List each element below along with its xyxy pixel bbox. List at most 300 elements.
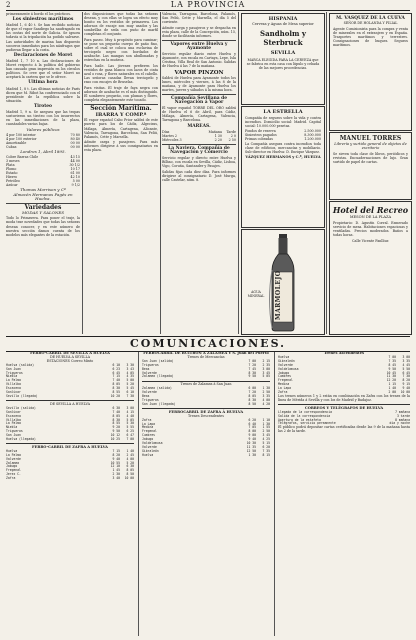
table-cell: San Juan (llegada) bbox=[142, 401, 176, 406]
table-cell: 6 20 bbox=[262, 444, 270, 449]
londres-table bbox=[6, 155, 80, 187]
c1-head: ESTACIONES Correo Mixto bbox=[46, 358, 94, 363]
table-cell: Tarde bbox=[226, 129, 236, 134]
c1-sub3: FERRO-CARRIL DE ZAFRA A HUELVA bbox=[32, 444, 108, 449]
table-cell: 8 20 bbox=[112, 452, 120, 457]
table-cell: 1 55 bbox=[262, 425, 270, 430]
table-cell: Estaño bbox=[6, 170, 18, 175]
maritima-title: Sección Marítima. bbox=[90, 105, 152, 113]
column-3 bbox=[162, 12, 236, 334]
table-cell: 8 55 bbox=[112, 421, 120, 426]
c2-sub2: Trenes de Zalamea á San Juan bbox=[180, 382, 232, 387]
estrella-body2: La Compañía asegura contra incendios toda clase de edificios, mercancías y mobiliario. Sub-director en Huelva: D. Enrique Vázquez. bbox=[245, 142, 321, 154]
table-cell: 7 35 bbox=[388, 358, 396, 363]
table-cell: Fregenal bbox=[278, 378, 293, 383]
naviera-title: La Naviera. Compañía de Navegación y Comercio bbox=[168, 145, 230, 155]
col1-section4-body: Madrid 1, 9 n. Se asegura que las tropas sostuvieron un tiroteo con los insurrectos en las inmediaciones de la plaza, causándoles varias bajas. bbox=[6, 109, 80, 127]
table-cell: 10 00 bbox=[400, 390, 410, 395]
table-cell: Trigueros bbox=[142, 362, 159, 367]
table-cell: Trigueros bbox=[6, 370, 23, 375]
col1-section1-body: Madrid 1, 6 40 t. Se han recibido noticias de que el vapor Sandiego ha naufragado en las costas del norte de Galicia. Se ignora todavía si la tripulación ha podido salvarse. Las autoridades de marina han dispuesto socorros inmediatos para los náufragos que pudieran llegar a la costa. bbox=[6, 23, 80, 52]
table-cell: 61 00 bbox=[70, 170, 80, 175]
bottle-label: MARMOLEJO bbox=[275, 270, 282, 320]
table-cell: 2.500.000 bbox=[304, 129, 321, 133]
table-cell: Zafra bbox=[278, 390, 288, 395]
table-cell: Cobre Barras Chile bbox=[6, 154, 39, 159]
bolsa-title: Valores públicos bbox=[26, 126, 60, 132]
table-cell: 10 20 bbox=[110, 393, 120, 398]
table-cell: 8 50 bbox=[126, 472, 134, 477]
comunicaciones-heading: COMUNICACIONES. bbox=[6, 336, 410, 352]
vasquez-ad bbox=[329, 13, 412, 131]
table-cell: 7 mañana bbox=[395, 409, 410, 414]
table-cell: 6 23 bbox=[112, 366, 120, 371]
table-cell: 9 40 bbox=[112, 456, 120, 461]
column-2 bbox=[84, 12, 158, 334]
table-cell: La Palma bbox=[6, 378, 21, 383]
table-cell: 5 50 bbox=[402, 366, 410, 371]
table-cell: Cumbres bbox=[278, 374, 292, 379]
table-cell: Fregenal bbox=[142, 429, 157, 434]
naviera-body2: Salidas fijas cada diez días. Para informes dirigirse al consignatario D. José Murga, calle Castelar, núm. 8. bbox=[162, 169, 236, 182]
table-cell: Llegada de la correspondencia bbox=[278, 409, 333, 414]
table-cell: Gibraleón bbox=[278, 358, 295, 363]
col1-section2-title: Declaraciones de Moret bbox=[13, 52, 73, 58]
c3-table bbox=[278, 356, 410, 395]
table-row bbox=[162, 138, 236, 142]
estrella-title: LA ESTRELLA bbox=[263, 109, 303, 115]
table-cell: 6 10 bbox=[126, 390, 134, 395]
table-cell: 8 05 bbox=[112, 413, 120, 418]
table-cell: Jabugo bbox=[278, 370, 290, 375]
vapores-body: Servicio regular diario entre Huelva y Ayamonte, con escala en Cartaya, Lepe, Isla Cristina, Villa Real de San Antonio. Salidas de Huelva á las 7 de la mañana. bbox=[162, 52, 236, 69]
torres-sub: Librería y surtido general de objetos de escritorio bbox=[334, 142, 407, 150]
table-cell: Mañana bbox=[208, 129, 222, 134]
estrella-table bbox=[242, 129, 324, 141]
table-cell: 5 55 bbox=[126, 425, 134, 430]
correos-title: CORREOS Y TELÉGRAFOS DE HUELVA bbox=[304, 405, 384, 410]
table-cell: Villalba bbox=[6, 382, 21, 387]
table-cell: 3 45 bbox=[262, 433, 270, 438]
table-cell: Plomo bbox=[6, 166, 17, 171]
col1-intro: primeramente á bordo el los prácticos. bbox=[6, 12, 71, 16]
table-cell: Jabugo bbox=[6, 464, 18, 469]
table-cell: 6 40 bbox=[248, 421, 256, 426]
table-cell: 7 00 bbox=[388, 354, 396, 359]
table-cell: Amortizable bbox=[6, 140, 27, 145]
table-cell: Zalamea (llegada) bbox=[142, 374, 174, 379]
table-cell: Sevilla (llegada) bbox=[6, 393, 38, 398]
bolsa-table bbox=[6, 133, 80, 149]
table-cell: 6 30 bbox=[112, 405, 120, 410]
c3-note: Los trenes números 1 y 2 están en combinación en Zafra con los trenes de la línea de Mérida á Sevilla y con los de Madrid y Badajoz. bbox=[278, 393, 410, 402]
table-cell: 7 30 bbox=[402, 374, 410, 379]
table-cell: 7 15 bbox=[112, 374, 120, 379]
table-cell: Escacena bbox=[6, 413, 21, 418]
table-cell: Valdelamusa bbox=[278, 366, 299, 371]
table-cell: 5 20 bbox=[126, 382, 134, 387]
table-cell: Primas cobradas bbox=[245, 137, 273, 141]
col1-section4-title: Tiroteo bbox=[34, 103, 52, 109]
table-cell: Valdelamusa bbox=[142, 441, 163, 446]
table-cell: Sanlúcar bbox=[6, 390, 21, 395]
table-cell: 7 45 bbox=[248, 366, 256, 371]
hispania-city: SEVILLA bbox=[270, 50, 296, 56]
table-cell: 3 tarde bbox=[396, 413, 410, 418]
table-row bbox=[142, 375, 270, 379]
table-cell: La Lapa bbox=[278, 386, 292, 391]
table-cell: 12 50 bbox=[246, 448, 256, 453]
table-cell: Valverde bbox=[142, 370, 157, 375]
table-cell: Valverde bbox=[6, 456, 21, 461]
table-cell: 9 40 bbox=[402, 386, 410, 391]
table-cell: 8 05 bbox=[112, 382, 120, 387]
vapor2-body: El vapor español TORRE DEL ORO saldrá de Huelva el 6 de Abril, para Cádiz, Málaga, Almería, Cartagena, Valencia, Tarragona y Barcelona. bbox=[162, 106, 236, 123]
table-cell: 6 20 bbox=[248, 417, 256, 422]
col2-body4: Para visitas. El traje de faya negra con adornos de azabache es el más distinguido. El sombrero pequeño, con plumas y flores, completa elegantemente este tocado. bbox=[84, 85, 158, 103]
table-row bbox=[6, 438, 134, 442]
table-cell: 3 35 bbox=[402, 358, 410, 363]
c2-table-2 bbox=[142, 387, 270, 407]
table-cell: Huelva bbox=[6, 448, 18, 453]
table-cell: 7 15 bbox=[112, 448, 120, 453]
table-cell: 2 45 bbox=[126, 452, 134, 457]
pinzon-body: Saldrá de Huelva para Ayamonte todos los lunes, miércoles y viernes, á las 8 de la mañana, y de Ayamonte para Huelva los martes, jueves y sábados á la misma hora. bbox=[162, 75, 236, 92]
table-cell: 43 15 bbox=[70, 154, 80, 159]
vasquez-body: Agente Comisionista para la compra y venta de minerales en el extranjero y en España. Trasportes marítimos y terrestres. Consignaciones de buques. Seguros marítimos. bbox=[333, 27, 408, 47]
table-cell: 7 00 bbox=[248, 358, 256, 363]
table-cell: 1 40 bbox=[388, 386, 396, 391]
table-cell: Trigueros bbox=[6, 429, 23, 434]
table-cell: 8 30 bbox=[112, 417, 120, 422]
hotel-firma: Calle Vicente Fanlliur. bbox=[352, 239, 389, 243]
table-cell: La Palma bbox=[6, 452, 21, 457]
table-cell: 8 30 bbox=[112, 386, 120, 391]
table-cell: 3 43 bbox=[126, 366, 134, 371]
table-cell: 2 0 bbox=[230, 133, 236, 138]
table-cell: 8 30 bbox=[248, 397, 256, 402]
table-cell: Miércoles 3 bbox=[162, 137, 182, 142]
vasquez-sub: SEÑOR DE HOLANDA Y FILIAL bbox=[343, 21, 398, 25]
table-cell: Fregenal bbox=[6, 468, 21, 473]
table-cell: Niebla bbox=[6, 374, 18, 379]
table-cell: Azúcar bbox=[6, 182, 18, 187]
table-cell: 3 45 bbox=[262, 370, 270, 375]
table-cell: 7 00 bbox=[126, 437, 134, 442]
table-cell: 8 20 bbox=[402, 378, 410, 383]
table-cell: 3 40 bbox=[112, 476, 120, 481]
table-cell: 9 1/2 bbox=[71, 182, 80, 187]
correos-table bbox=[278, 411, 410, 427]
maritima-sub: IBARRA Y COMP.ª bbox=[95, 112, 147, 119]
table-cell: 5 30 bbox=[126, 421, 134, 426]
c1-table-3 bbox=[6, 450, 134, 481]
col1-firma: Thomas Morrison y Cª bbox=[20, 186, 66, 192]
table-row bbox=[6, 395, 134, 399]
table-cell: 1 30 bbox=[262, 421, 270, 426]
c1-sub1: DE HUELVA A SEVILLA bbox=[49, 354, 91, 359]
hotel-sub: MESON DE LA PLAZA bbox=[349, 215, 392, 219]
hispania-line1: Cerveza y Aguas de Mesa superior bbox=[252, 22, 314, 26]
table-cell: Sevilla (salida) bbox=[6, 405, 36, 410]
table-cell: 4 40 bbox=[126, 413, 134, 418]
table-cell: 7 40 bbox=[112, 378, 120, 383]
table-cell: Jerez C. bbox=[6, 472, 21, 477]
table-cell: 2 50 bbox=[262, 429, 270, 434]
table-cell: 8 mañana bbox=[395, 417, 410, 422]
mareas-title: MAREAS. bbox=[187, 123, 211, 129]
timetable-col-3 bbox=[278, 352, 410, 636]
table-cell: 7 20 bbox=[248, 362, 256, 367]
table-cell: 5 05 bbox=[126, 417, 134, 422]
table-cell: 9 20 bbox=[112, 425, 120, 430]
c2-sub4: Trenes Descendentes bbox=[188, 413, 224, 418]
table-cell: Trigueros bbox=[142, 397, 159, 402]
table-cell: 7 40 bbox=[112, 409, 120, 414]
table-cell: 44 00 bbox=[70, 158, 80, 163]
table-cell: Valverde bbox=[142, 390, 157, 395]
table-cell: Huelva (salida) bbox=[6, 362, 34, 367]
torres-ad bbox=[329, 132, 412, 200]
maritima-body2: Admite carga y pasajeros. Para más informes dirigirse á sus consignatarios en esta plaza. bbox=[84, 140, 158, 153]
table-cell: Cubas bbox=[6, 144, 17, 149]
table-cell: 3 meses bbox=[6, 158, 20, 163]
table-cell: 4 20 bbox=[262, 401, 270, 406]
table-cell: 1 15 bbox=[388, 382, 396, 387]
table-cell: 3 35 bbox=[262, 394, 270, 399]
table-cell: 11 30 bbox=[386, 374, 396, 379]
column-1 bbox=[6, 12, 80, 334]
c1-sub2: DE SEVILLA A HUELVA bbox=[49, 401, 91, 406]
table-cell: 9 40 bbox=[248, 437, 256, 442]
col1-section1-title: Los siniestros marítimos bbox=[12, 17, 74, 23]
table-cell: 3 30 bbox=[126, 362, 134, 367]
hispania-ad bbox=[241, 13, 325, 105]
table-cell: Beas bbox=[142, 394, 150, 399]
table-cell: 5 15 bbox=[262, 441, 270, 446]
naviera-body: Servicio regular y directo entre Huelva y Bilbao, con escala en Sevilla, Cádiz, Lisboa, Vigo, Coruña, Santander y Pasajes. bbox=[162, 155, 236, 169]
table-cell: 5 00 bbox=[72, 178, 80, 183]
table-cell: Valverde bbox=[278, 362, 293, 367]
col1-section3-body: Madrid 1, 8 t. Las últimas noticias de París dicen que M. Ribot ha conferenciado con el presidente de la república sobre la situación. bbox=[6, 86, 80, 103]
table-cell: 9 50 bbox=[388, 366, 396, 371]
table-cell: 4 05 bbox=[126, 370, 134, 375]
col1-section2-body: Madrid 1, 7 10 n. Las declaraciones de Moret respecto á la política del gobierno han causado gran impresión en los círculos políticos. Se cree que el señor Moret no aceptará la cartera que se le ofrece. bbox=[6, 58, 80, 80]
table-cell: 70 80 bbox=[70, 132, 80, 137]
torres-title: MANUEL TORRES bbox=[339, 135, 402, 142]
table-cell: Martes 2 bbox=[162, 133, 178, 138]
table-cell: 10 17 bbox=[70, 166, 80, 171]
table-cell: 3 00 bbox=[262, 366, 270, 371]
table-cell: 6 10 bbox=[112, 362, 120, 367]
table-cell: 2 20 bbox=[214, 137, 222, 142]
table-cell: 2 00 bbox=[388, 390, 396, 395]
marmolejo-ad bbox=[241, 229, 325, 335]
table-cell: 10 25 bbox=[110, 437, 120, 442]
table-cell: Fondos de reserva bbox=[245, 129, 276, 133]
c2-sub3: FERROCARRIL DE ZAFRA Á HUELVA bbox=[168, 409, 244, 414]
table-cell: 3 00 bbox=[126, 405, 134, 410]
table-cell: San Juan bbox=[6, 433, 21, 438]
hispania-body: MARCA ELEGIDA PARA LA CERVEZA que se fabrica en esta casa con lúpulo y cebada de las mejores procedencias. bbox=[246, 58, 320, 70]
hotel-title: Hotel del Recreo bbox=[332, 205, 409, 215]
table-cell: 4 35 bbox=[126, 374, 134, 379]
table-cell: Valverde bbox=[142, 444, 157, 449]
table-cell: 10 45 bbox=[386, 370, 396, 375]
col3-body1: Valencia, Tarragona, Barcelona, Palamós, San Feliú, Cette y Marsella, el día 5 del corriente. bbox=[162, 12, 236, 25]
pinzon-title: VAPOR PINZON bbox=[174, 69, 224, 76]
variedades-sub: MODAS Y SALONES bbox=[21, 210, 65, 216]
table-cell: La Palma bbox=[6, 421, 21, 426]
table-cell: 6 30 bbox=[126, 464, 134, 469]
col2-body3: Para baile. Las jóvenes prefieren los vestidos de gasa blanca con lazos de cinta azul o rosa, y flores naturales en el cabello. Las señoras casadas llevan terciopelo y raso con encajes de Bruselas. bbox=[84, 63, 158, 85]
table-cell: Huelva bbox=[142, 452, 154, 457]
table-cell: Huelva (llegada) bbox=[6, 437, 36, 442]
table-cell: 1 30 bbox=[262, 386, 270, 391]
table-cell: 42 10 bbox=[70, 174, 80, 179]
timetable-col-1 bbox=[6, 352, 134, 636]
c3-title: Trenes Ascendentes bbox=[323, 352, 365, 355]
table-cell: 2 15 bbox=[262, 358, 270, 363]
table-cell: Niebla bbox=[6, 425, 18, 430]
table-row bbox=[6, 477, 134, 481]
col3-body2: Admite carga y pasajeros y se despacha en esta plaza, calle de la Concepción, núm. 15, donde se facilitarán informes. bbox=[162, 25, 236, 38]
table-cell: Zafra bbox=[6, 476, 16, 481]
table-cell: 30 1/2 bbox=[69, 162, 80, 167]
variedades-body: Todo lo Primavera. Para poner el traje, la moda trae novedades que todas las señoras desean conocer, y en este número de nuestra sección damos cuenta de los modelos más elegantes de la estación. bbox=[6, 216, 80, 237]
estrella-body: Compañía de seguros sobre la vida y contra incendios. Domicilio social: Madrid. Capital social: 10.000.000 pesetas. bbox=[245, 116, 321, 128]
table-cell: 00 00 bbox=[70, 140, 80, 145]
mareas-table bbox=[162, 130, 236, 142]
table-cell: 12 20 bbox=[386, 378, 396, 383]
table-cell: 9 50 bbox=[248, 374, 256, 379]
table-cell: 4 00 bbox=[262, 397, 270, 402]
table-cell: 2 30 bbox=[112, 472, 120, 477]
table-cell: 5 00 bbox=[126, 378, 134, 383]
c2-table bbox=[142, 360, 270, 380]
torres-body: Se sirven toda clase de libros, periódicos y revistas. Encuadernaciones de lujo. Gran surtido de papel de cartas. bbox=[333, 152, 408, 164]
table-cell: 2 35 bbox=[262, 362, 270, 367]
c1-title: FERRO-CARRIL DE SEVILLA A HUELVA bbox=[30, 352, 110, 355]
table-cell: 1 45 bbox=[112, 468, 120, 473]
table-cell: Salida de la correspondencia bbox=[278, 413, 331, 418]
table-cell: 8 00 bbox=[248, 429, 256, 434]
table-cell: 2 50 bbox=[262, 390, 270, 395]
table-cell: Siniestros pagados bbox=[245, 133, 277, 137]
page-number: 2 bbox=[6, 1, 11, 9]
table-row bbox=[142, 403, 270, 407]
table-cell: Gibraleón bbox=[142, 448, 159, 453]
table-cell: Medina bbox=[142, 425, 154, 430]
col1-firma2: Almacén Hermanos Pagés en Huelva. bbox=[13, 192, 73, 202]
table-cell: 8 30 bbox=[248, 370, 256, 375]
table-cell: 10 12 bbox=[110, 433, 120, 438]
table-cell: 8 05 bbox=[126, 468, 134, 473]
table-cell: 10 30 bbox=[246, 441, 256, 446]
vasquez-title: M. VASQUEZ DE LA CUEVA bbox=[336, 16, 405, 21]
table-cell: Villalba bbox=[6, 417, 21, 422]
table-cell: 1 30 bbox=[248, 452, 256, 457]
table-cell: 8 50 bbox=[248, 401, 256, 406]
table-cell: 8.300.000 bbox=[304, 133, 321, 137]
table-cell: Jabugo bbox=[142, 437, 154, 442]
table-row bbox=[245, 137, 321, 141]
c2-title: FERROCARRIL DE BUITRON A ZALAMEA Y S. Juan del Puerto bbox=[143, 352, 269, 355]
table-cell: Huelva bbox=[278, 354, 290, 359]
table-cell: 4 por 100 interior bbox=[6, 132, 36, 137]
table-cell: día y noche bbox=[389, 421, 410, 426]
page-header bbox=[6, 0, 410, 11]
table-cell: 4 15 bbox=[126, 409, 134, 414]
vapor2-title: Compañía Sevillana de Navegación á Vapor bbox=[170, 95, 227, 106]
table-cell: 6 00 bbox=[248, 386, 256, 391]
hotel-recreo-ad bbox=[329, 201, 412, 335]
correos-note: El público podrá depositar cartas certificadas desde las 9 de la mañana hasta las 2 de la tarde. bbox=[278, 425, 410, 434]
table-cell: 8 15 bbox=[262, 452, 270, 457]
londres-title: Londres 1, Abril 1895. bbox=[20, 148, 66, 154]
table-cell: San Juan bbox=[6, 366, 21, 371]
bottle-caption: AGUA MINERAL bbox=[247, 290, 265, 298]
c2-table-3 bbox=[142, 419, 270, 458]
c1-table-2 bbox=[6, 407, 134, 442]
table-cell: 7 35 bbox=[262, 448, 270, 453]
table-cell: 4 por 100 exterior bbox=[6, 136, 37, 141]
table-cell: 1 10 bbox=[262, 417, 270, 422]
c1-table bbox=[6, 364, 134, 399]
table-cell: Cumbres bbox=[142, 433, 156, 438]
table-cell: 8 05 bbox=[248, 394, 256, 399]
table-cell: 9 50 bbox=[112, 429, 120, 434]
timetable-col-2 bbox=[142, 352, 270, 636]
table-cell: 80 40 bbox=[70, 136, 80, 141]
table-cell: Petróleo bbox=[6, 178, 20, 183]
table-cell: 1 30 bbox=[214, 133, 222, 138]
table-cell: 00 00 bbox=[70, 144, 80, 149]
maritima-body: El vapor español Cabo Prior saldrá de este puerto para los de Cádiz, Algeciras, Málaga, Almería, Cartagena, Alicante, Valencia, Tarragona, Barcelona, San Feliú, Palamós, Cette y Marsella. bbox=[84, 118, 158, 139]
col2-body2: Para paseo. Muy á propósito para caminar; se pone un pequeño cuerpo de paño fino, sobre el cual se coloca una esclavina de terciopelo negro con bordados de azabache. Las mangas son abullonadas y estrechas en la muñeca. bbox=[84, 37, 158, 63]
table-cell: 8 45 bbox=[388, 362, 396, 367]
table-cell: 9 15 bbox=[402, 382, 410, 387]
table-cell: Medina bbox=[278, 382, 290, 387]
table-cell: 6 45 bbox=[112, 370, 120, 375]
table-cell: 2 50 bbox=[228, 137, 236, 142]
table-cell: 6 45 bbox=[402, 370, 410, 375]
table-row bbox=[142, 454, 270, 458]
table-cell: 11 35 bbox=[246, 444, 256, 449]
table-cell: Zafra bbox=[142, 417, 152, 422]
table-cell: Zalamea bbox=[6, 460, 20, 465]
table-cell: 6 25 bbox=[126, 429, 134, 434]
table-cell: Beas bbox=[142, 366, 150, 371]
table-cell: 9 00 bbox=[248, 433, 256, 438]
table-cell: Sanlúcar bbox=[6, 409, 21, 414]
table-cell: Hierro bbox=[6, 174, 18, 179]
table-cell: 4 00 bbox=[126, 456, 134, 461]
estrella-firma: VÁZQUEZ HERMANOS y C.ª, HUELVA bbox=[245, 155, 321, 159]
table-cell: 7 05 bbox=[248, 425, 256, 430]
vapores-title: Vapores entre Huelva y Ayamonte bbox=[170, 41, 228, 52]
table-cell: La Lapa bbox=[142, 421, 156, 426]
table-cell: 4 25 bbox=[262, 437, 270, 442]
table-cell: Zalamea (salida) bbox=[142, 386, 172, 391]
table-cell: 6 47 bbox=[126, 433, 134, 438]
table-cell: 5 20 bbox=[126, 460, 134, 465]
table-cell: 1.200.000 bbox=[304, 137, 321, 141]
table-cell: 3 00 bbox=[402, 354, 410, 359]
table-cell: 12 10 bbox=[110, 464, 120, 469]
table-cell: 7 20 bbox=[248, 390, 256, 395]
hotel-body: Propietario: D. Agustín Corral. Esmerado servicio de mesa. Habitaciones espaciosas y ventiladas. Precios moderados. Baños a todas horas. bbox=[333, 221, 408, 237]
